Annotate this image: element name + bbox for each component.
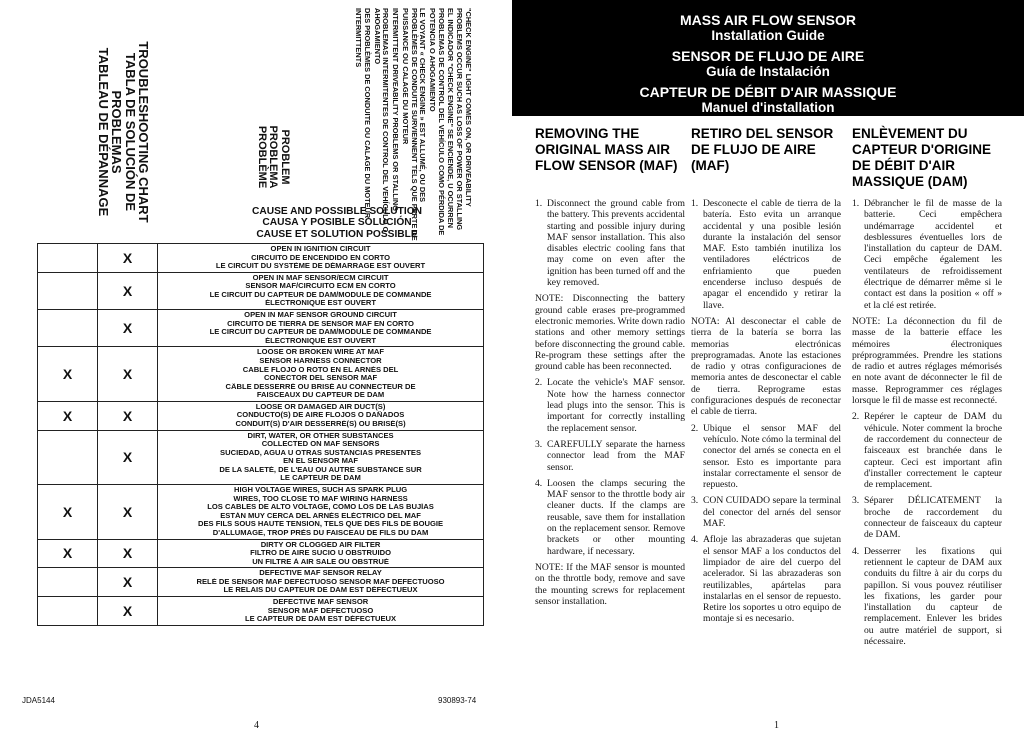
installation-page: [512, 0, 1024, 744]
cause-line: OPEN IN MAF SENSOR GROUND CIRCUIT: [244, 311, 397, 320]
cause-line: CONDUCTO(S) DE AIRE FLOJOS O DAÑADOS: [236, 411, 405, 420]
cause-line: EN EL SENSOR MAF: [283, 457, 359, 466]
mark-intermittent: X: [38, 539, 98, 568]
cause-cell: [158, 568, 484, 597]
mark-check-engine: X: [98, 568, 158, 597]
cause-line: LE CAPTEUR DE DAM: [280, 474, 361, 483]
cause-line: LE RELAIS DU CAPTEUR DE DAM EST DÉFECTUEUX: [223, 586, 418, 595]
mark-check-engine: X: [98, 596, 158, 625]
problem-text: "CHECK ENGINE" LIGHT COMES ON, OR DRIVEABILITY PROBLEMS OCCUR SUCH AS LOSS OF POWER OR STALLING: [455, 8, 473, 231]
troubleshooting-table: [37, 243, 484, 626]
chart-title: [97, 22, 150, 242]
step-text: NOTE: La déconnection du fil de masse de la batterie efface les mémoires électroniques préprogrammées. Prendre les stations de radio et autres réglages mémorisés en note avant de déconnecter le fil de masse. Reprogrammer ces réglages lorsque le fil de masse est reconnecté.: [852, 315, 1002, 407]
problem-heading-fr: PROBLÈME: [255, 125, 268, 189]
cause-line: SENSOR MAF/CIRCUITO ECM EN CORTO: [245, 282, 396, 291]
cause-line: CÂBLE DESSERRÉ OU BRISÉ AU CONNECTEUR DE: [225, 382, 416, 391]
table-row: [38, 272, 484, 309]
cause-line: DE LA SALETÉ, DE L'EAU OU AUTRE SUBSTANCE SUR: [219, 465, 422, 474]
mark-intermittent: [38, 272, 98, 309]
step-text: Locate the vehicle's MAF sensor. Note how the harness connector lead plugs into the sensor. This is important for correctly installing the replacement sensor.: [547, 377, 685, 434]
title-en: MASS AIR FLOW SENSOR: [679, 12, 857, 28]
cause-line: CONDUIT(S) D'AIR DESSERRÉ(S) OU BRISÉ(S): [235, 419, 406, 428]
cause-line: DIRT, WATER, OR OTHER SUBSTANCES: [247, 431, 394, 440]
table-row: [38, 539, 484, 568]
step-text: Ubique el sensor MAF del vehículo. Note cómo la terminal del conector del arnés se conecta en el sensor. Esto es importante para instalar correctamente el sensor de repuesto.: [703, 422, 841, 491]
step-number: 1.: [852, 198, 860, 209]
cause-line: LOOSE OR DAMAGED AIR DUCT(S): [255, 402, 386, 411]
step-number: 1.: [691, 198, 699, 209]
cause-line: CIRCUITO DE TIERRA DE SENSOR MAF EN CORTO: [227, 319, 414, 328]
step-text: Repérer le capteur de DAM du véhicule. Noter comment la broche de raccordement du connecteur de faisceaux est branchée dans le capteur. Ceci est important afin d'installer correctement le capteur de remplacement.: [864, 411, 1002, 491]
instructions-column-en: [535, 198, 685, 612]
mark-check-engine: X: [98, 272, 158, 309]
instruction-step: [852, 546, 1002, 648]
cause-cell: [158, 347, 484, 401]
cause-line: DEFECTIVE MAF SENSOR RELAY: [259, 569, 382, 578]
chart-title-es: TABLA DE SOLUCIÓN DE PROBLEMAS: [109, 52, 138, 212]
cause-cell: [158, 310, 484, 347]
cause-heading-fr: CAUSE ET SOLUTION POSSIBLE: [256, 228, 418, 240]
table-row: [38, 401, 484, 430]
cause-cell: [158, 430, 484, 484]
problem-heading-es: PROBLEMA: [267, 125, 280, 189]
problem-text: DES PROBLÈMES DE CONDUITE OU CALAGE DU MOTEUR INTERMITTENTS: [354, 8, 372, 219]
instruction-step: [691, 495, 841, 529]
mark-check-engine: X: [98, 485, 158, 539]
table-row: [38, 244, 484, 273]
step-number: 2.: [852, 411, 860, 423]
header-band: [512, 0, 1024, 116]
step-text: NOTE: If the MAF sensor is mounted on the throttle body, remove and save the mounting screws for replacement sensor installation.: [535, 561, 685, 607]
problem-text: LE VOYANT « CHECK ENGINE » EST ALLUMÉ, OU DES PROBLÈMES DE CONDUITE SURVIENNENT TELS QUE PERTE DE PUISSANCE OU CALAGE DU MOTEUR: [400, 8, 428, 241]
table-row: [38, 485, 484, 539]
cause-cell: [158, 485, 484, 539]
step-text: NOTE: Disconnecting the battery ground cable erases pre-programmed electronic memories. Write down radio stations and other memory settings before disconnecting the ground cable. Re-program these settings after the ground cable has been reconnected.: [535, 293, 685, 373]
cause-line: LE CAPTEUR DE DAM EST DÉFECTUEUX: [245, 615, 397, 624]
step-number: 3.: [852, 495, 860, 507]
instruction-step: [852, 198, 1002, 311]
cause-line: SENSOR HARNESS CONNECTOR: [259, 356, 382, 365]
page-number: 4: [254, 720, 259, 731]
cause-cell: [158, 539, 484, 568]
step-number: 3.: [691, 495, 699, 507]
cause-heading: [190, 206, 484, 240]
instruction-step: [691, 534, 841, 624]
table-row: [38, 568, 484, 597]
step-text: NOTA: Al desconectar el cable de tierra de la batería se borra las memorias electrónicas preprogramadas. Anote las estaciones de radio y otras configuraciones de memoria antes de desconectar el cable de tierra. Reprograme estas configuraciones después de reconectar el cable de tierra.: [691, 315, 841, 418]
cause-heading-es: CAUSA Y POSIBLE SOLUCIÓN: [262, 217, 412, 229]
instructions-column-es: [691, 198, 841, 630]
cause-line: LE CIRCUIT DU CAPTEUR DE DAM/MODULE DE COMMANDE: [209, 328, 432, 337]
instruction-step: [852, 495, 1002, 540]
problem-text: EL INDICADOR "CHECK ENGINE" SE ENCIENDE, U OCURREN PROBLEMAS DE CONTROL DEL VEHÍCULO COMO PÉRDIDA DE POTENCIA O AHOGAMIENTO: [428, 8, 455, 236]
instruction-step: [691, 423, 841, 491]
page-number: 1: [774, 720, 779, 731]
column-heading-fr: ENLÈVEMENT DU CAPTEUR D'ORIGINE DE DÉBIT D'AIR MASSIQUE (DAM): [852, 126, 991, 189]
cause-line: SENSOR MAF DEFECTUOSO: [267, 606, 374, 615]
table-row: [38, 310, 484, 347]
cause-line: CABLE FLOJO O ROTO EN EL ARNÉS DEL: [242, 365, 399, 374]
mark-check-engine: X: [98, 430, 158, 484]
cause-line: DES FILS SOUS HAUTE TENSION, TELS QUE DES FILS DE BOUGIE: [197, 520, 444, 529]
step-number: 2.: [535, 377, 543, 389]
step-text: CON CUIDADO separe la terminal del conector del arnés del sensor MAF.: [703, 495, 841, 530]
mark-intermittent: X: [38, 485, 98, 539]
instruction-step: [535, 198, 685, 288]
mark-intermittent: X: [38, 347, 98, 401]
mark-intermittent: [38, 244, 98, 273]
mark-check-engine: X: [98, 539, 158, 568]
step-number: 3.: [535, 438, 543, 450]
mark-check-engine: X: [98, 347, 158, 401]
instruction-note: [691, 316, 841, 418]
title-es: SENSOR DE FLUJO DE AIRE: [671, 48, 865, 64]
problem-heading-en: PROBLEM: [279, 129, 291, 185]
step-number: 1.: [535, 198, 543, 209]
cause-line: ÉLECTRONIQUE EST OUVERT: [265, 336, 377, 345]
cause-line: WIRES, TOO CLOSE TO MAF WIRING HARNESS: [233, 494, 408, 503]
cause-line: LE CIRCUIT DU SYSTÈME DE DÉMARRAGE EST OUVERT: [215, 262, 426, 271]
cause-cell: [158, 272, 484, 309]
step-text: Afloje las abrazaderas que sujetan el sensor MAF a los conductos del limpiador de aire del cuerpo del acelerador. Si las abrazaderas son reutilizables, apártelas para instalarlas en el sensor de repuesto. Retire los soportes u otro equipo de montaje si es necesario.: [703, 534, 841, 625]
chart-title-fr: TABLEAU DE DÉPANNAGE: [96, 47, 112, 217]
mark-intermittent: X: [38, 401, 98, 430]
chart-title-en: TROUBLESHOOTING CHART: [136, 41, 151, 223]
cause-line: LE CIRCUIT DU CAPTEUR DE DAM/MODULE DE COMMANDE: [209, 290, 432, 299]
cause-line: OPEN IN IGNITION CIRCUIT: [270, 245, 371, 253]
cause-line: D'ALLUMAGE, TROP PRÈS DU FAISCEAU DE FILS DU DAM: [212, 528, 429, 537]
cause-cell: [158, 401, 484, 430]
instruction-step: [535, 377, 685, 433]
step-text: Séparer DÉLICATEMENT la broche de raccordement du connecteur de faisceaux du capteur de DAM.: [864, 495, 1002, 541]
cause-line: ESTÁN MUY CERCA DEL ARNÉS ELÉCTRICO DEL MAF: [220, 511, 421, 520]
instruction-note: [535, 562, 685, 607]
mark-intermittent: [38, 596, 98, 625]
subtitle-en: Installation Guide: [711, 28, 825, 43]
cause-line: CONECTOR DEL SENSOR MAF: [263, 374, 378, 383]
step-number: 4.: [535, 477, 543, 489]
mark-intermittent: [38, 430, 98, 484]
cause-line: FAISCEAUX DU CAPTEUR DE DAM: [256, 391, 385, 400]
step-text: Disconnect the ground cable from the battery. This prevents accidental starting and possible injury during MAF sensor installation. This also disables electric cooling fans that may come on even after the ignition has been turned off and the key removed.: [547, 198, 685, 289]
subtitle-fr: Manuel d'installation: [701, 100, 835, 115]
mark-intermittent: [38, 568, 98, 597]
cause-line: SUCIEDAD, AGUA U OTRAS SUSTANCIAS PRESENTES: [220, 448, 422, 457]
step-text: Débrancher le fil de masse de la batterie. Ceci empêchera undémarrage accidentel et desblessures éventuelles lors de l'installation du capteur de DAM. Ceci empêche également les ventilateurs de refroidissement électrique de démarrer même si le contact est dans la position « off » et la clé est retirée.: [864, 198, 1002, 311]
problem-text: INTERMITTENT DRIVEABILITY PROBLEMS OR STALLING: [391, 8, 401, 211]
cause-line: LOOSE OR BROKEN WIRE AT MAF: [257, 348, 385, 357]
instruction-step: [535, 439, 685, 473]
column-heading-en: REMOVING THE ORIGINAL MASS AIR FLOW SENSOR (MAF): [535, 126, 678, 173]
step-text: Desserrer les fixations qui retiennent le capteur de DAM aux conduits du filtre à air du corps du papillon. Si vous pouvez réutiliser les fixations, les garder pour l'installation du capteur de remplacement. Enlever les brides ou autre matériel de support, si nécessaire.: [864, 545, 1002, 647]
mark-check-engine: X: [98, 244, 158, 273]
instruction-step: [691, 198, 841, 311]
cause-line: DIRTY OR CLOGGED AIR FILTER: [260, 540, 381, 549]
step-number: 4.: [852, 545, 860, 557]
cause-line: HIGH VOLTAGE WIRES, SUCH AS SPARK PLUG: [233, 486, 408, 495]
cause-line: DEFECTIVE MAF SENSOR: [272, 597, 369, 606]
cause-line: RELÉ DE SENSOR MAF DEFECTUOSO SENSOR MAF DEFECTUOSO: [196, 577, 445, 586]
mark-check-engine: X: [98, 310, 158, 347]
instruction-step: [535, 478, 685, 557]
instruction-note: [535, 293, 685, 372]
mark-intermittent: [38, 310, 98, 347]
mark-check-engine: X: [98, 401, 158, 430]
cause-line: LOS CABLES DE ALTO VOLTAGE, COMO LOS DE LAS BUJÍAS: [207, 503, 434, 512]
cause-line: COLLECTED ON MAF SENSORS: [261, 440, 380, 449]
instruction-note: [852, 316, 1002, 406]
title-fr: CAPTEUR DE DÉBIT D'AIR MASSIQUE: [639, 84, 897, 100]
cause-cell: [158, 596, 484, 625]
document-code: JDA5144: [22, 696, 55, 705]
instructions-column-fr: [852, 198, 1002, 652]
step-text: Loosen the clamps securing the MAF sensor to the throttle body air cleaner ducts. If the clamps are reusable, save them for installation on the replacement sensor. Remove brackets or other mounting hardware, if necessary.: [547, 477, 685, 557]
cause-line: FILTRO DE AIRE SUCIO U OBSTRUIDO: [250, 549, 391, 558]
cause-cell: [158, 244, 484, 273]
table-row: [38, 347, 484, 401]
cause-heading-en: CAUSE AND POSSIBLE SOLUTION: [252, 206, 422, 217]
cause-line: CIRCUITO DE ENCENDIDO EN CORTO: [251, 253, 391, 262]
step-text: CAREFULLY separate the harness connector lead from the MAF sensor.: [547, 438, 685, 473]
instruction-step: [852, 411, 1002, 490]
subtitle-es: Guía de Instalación: [706, 64, 830, 79]
cause-line: ÉLECTRONIQUE EST OUVERT: [265, 299, 377, 308]
cause-line: UN FILTRE À AIR SALE OU OBSTRUÉ: [252, 557, 389, 566]
cause-line: OPEN IN MAF SENSOR/ECM CIRCUIT: [252, 273, 389, 282]
table-row: [38, 596, 484, 625]
step-number: 2.: [691, 422, 699, 434]
table-row: [38, 430, 484, 484]
part-number: 930893-74: [438, 696, 477, 705]
step-text: Desconecte el cable de tierra de la batería. Esto evita un arranque accidental y una posible lesión durante la instalación del sensor MAF. Esto también inutiliza los ventiladores eléctricos de enfriamiento que pueden encenderse incluso después de apagar el encendido y retirar la llave.: [703, 198, 841, 311]
problem-text: PROBLEMAS INTERMITENTES DE CONTROL DEL VEHÍCULO O AHOGAMIENTO: [372, 8, 391, 233]
column-heading-es: RETIRO DEL SENSOR DE FLUJO DE AIRE (MAF): [691, 126, 834, 173]
step-number: 4.: [691, 534, 699, 546]
